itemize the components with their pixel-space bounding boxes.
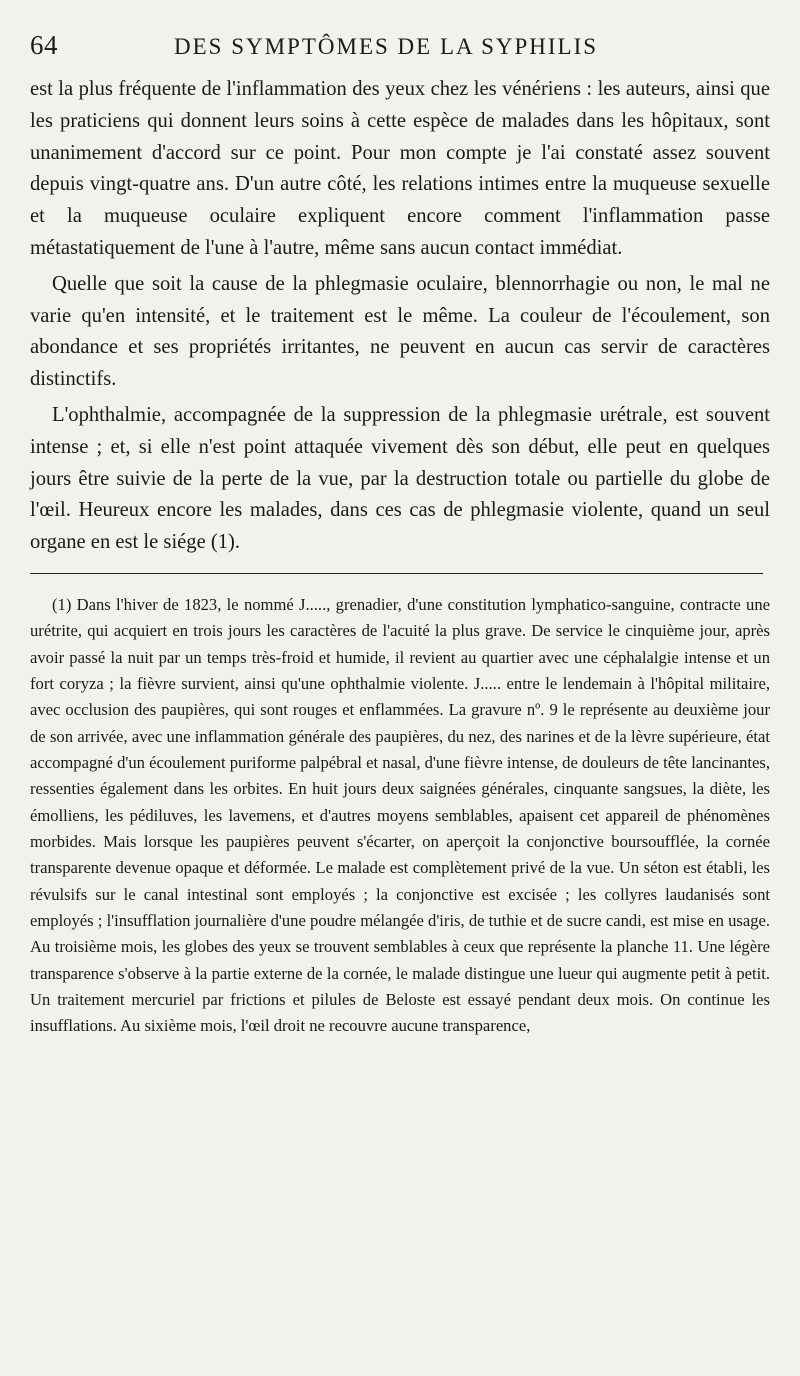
paragraph-continuation: est la plus fréquente de l'inflammation des yeux chez les vénériens : les auteurs, ainsi que les praticiens qui donnent leurs soins à cette espèce de malades dans les hôpitaux, sont unanimement d'accord sur ce point. Pour mon compte je l'ai constaté assez souvent depuis vingt-quatre ans. D'un autre côté, les relations intimes entre la muqueuse sexuelle et la muqueuse oculaire expliquent encore comment l'inflammation passe métastatiquement de l'une à l'autre, même sans aucun contact immédiat.	[30, 78, 770, 259]
book-page	[30, 30, 770, 1040]
page-header	[30, 30, 770, 74]
footnote-text: (1) Dans l'hiver de 1823, le nommé J....., grenadier, d'une constitution lymphatico-sanguine, contracte une urétrite, qui acquiert en trois jours les caractères de l'acuité la plus grave. De service le cinquième jour, après avoir passé la nuit par un temps très-froid et humide, il revient au quartier avec une céphalalgie intense et un fort coryza ; la fièvre survient, ainsi qu'une ophthalmie violente. J..... entre le lendemain à l'hôpital militaire, avec occlusion des paupières, qui sont rouges et enflammées. La gravure nº. 9 le représente au deuxième jour de son arrivée, avec une inflammation générale des paupières, du nez, des narines et de la lèvre supérieure, état accompagné d'un écoulement puriforme palpébral et nasal, d'une fièvre intense, de douleurs de tête lancinantes, ressenties également dans les orbites. En huit jours deux saignées générales, cinquante sangsues, la diète, les émolliens, les pédiluves, les lavemens, et d'autres moyens semblables, apaisent cet appareil de phénomènes morbides. Mais lorsque les paupières peuvent s'écarter, on aperçoit la conjonctive boursoufflée, la cornée transparente devenue opaque et déformée. Le malade est complètement privé de la vue. Un séton est établi, les révulsifs sur le canal intestinal sont employés ; la conjonctive est excisée ; les collyres laudanisés sont employés ; l'insufflation journalière d'une poudre mélangée d'iris, de tuthie et de sucre candi, est mise en usage. Au troisième mois, les globes des yeux se trouvent semblables à ceux que représente la planche 11. Une légère transparence s'observe à la partie externe de la cornée, le malade distingue une lueur qui augmente petit à petit. Un traitement mercuriel par frictions et pilules de Beloste est essayé pendant deux mois. On continue les insufflations. Au sixième mois, l'œil droit ne recouvre aucune transparence,	[30, 594, 770, 1036]
paragraph: L'ophthalmie, accompagnée de la suppression de la phlegmasie urétrale, est souvent intense ; et, si elle n'est point attaquée vivement dès son début, elle peut en quelques jours être suivie de la perte de la vue, par la destruction totale ou partielle du globe de l'œil. Heureux encore les malades, dans ces cas de phlegmasie violente, quand un seul organe en est le siége (1).	[30, 403, 770, 554]
page-number: 64	[30, 30, 58, 60]
footnote-divider	[30, 573, 763, 574]
footnote	[30, 592, 770, 1040]
paragraph: Quelle que soit la cause de la phlegmasie oculaire, blennorrhagie ou non, le mal ne varie qu'en intensité, et le traitement est le même. La couleur de l'écoulement, son abondance et ses propriétés irritantes, ne peuvent en aucun cas servir de caractères distinctifs.	[30, 272, 770, 391]
running-title: DES SYMPTÔMES DE LA SYPHILIS	[174, 34, 599, 59]
main-text	[30, 74, 770, 559]
